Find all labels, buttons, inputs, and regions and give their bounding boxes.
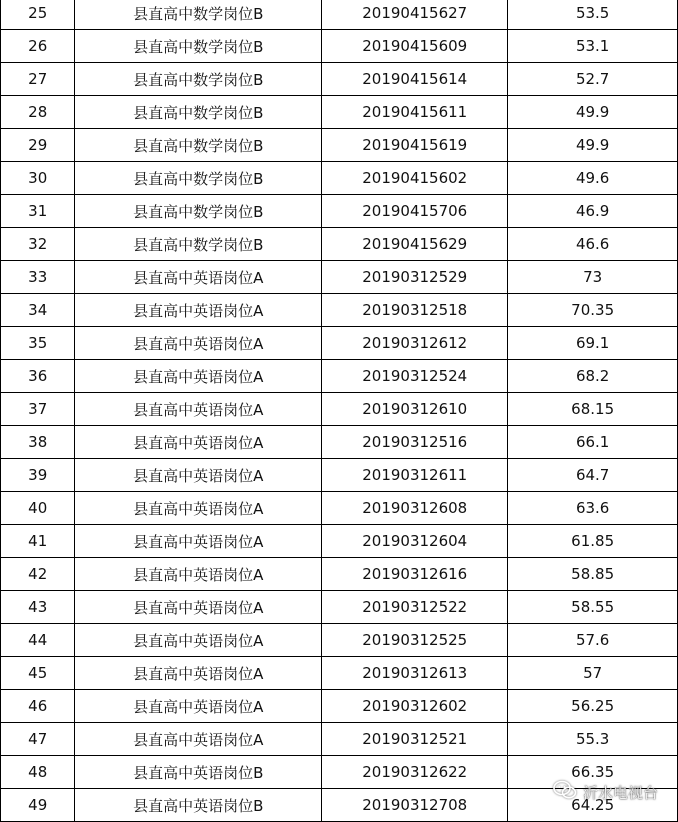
score-cell: 57 — [508, 657, 678, 690]
exam-id-cell: 20190415706 — [322, 195, 508, 228]
post-name-cell: 县直高中英语岗位A — [75, 393, 322, 426]
table-row — [1, 162, 678, 195]
post-name-cell: 县直高中数学岗位B — [75, 162, 322, 195]
exam-id-cell: 20190312524 — [322, 360, 508, 393]
score-cell: 70.35 — [508, 294, 678, 327]
post-name-cell: 县直高中数学岗位B — [75, 0, 322, 30]
exam-id-cell: 20190312616 — [322, 558, 508, 591]
post-name-cell: 县直高中英语岗位A — [75, 426, 322, 459]
row-number-cell: 43 — [1, 591, 75, 624]
table-row — [1, 30, 678, 63]
score-cell: 73 — [508, 261, 678, 294]
post-name-cell: 县直高中数学岗位B — [75, 63, 322, 96]
row-number-cell: 37 — [1, 393, 75, 426]
exam-id-cell: 20190312612 — [322, 327, 508, 360]
post-name-cell: 县直高中英语岗位A — [75, 327, 322, 360]
exam-id-cell: 20190312708 — [322, 789, 508, 822]
table-row — [1, 426, 678, 459]
post-name-cell: 县直高中英语岗位A — [75, 492, 322, 525]
exam-id-cell: 20190415611 — [322, 96, 508, 129]
table-row — [1, 492, 678, 525]
table-row — [1, 228, 678, 261]
row-number-cell: 34 — [1, 294, 75, 327]
score-cell: 46.9 — [508, 195, 678, 228]
row-number-cell: 45 — [1, 657, 75, 690]
score-cell: 53.5 — [508, 0, 678, 30]
row-number-cell: 42 — [1, 558, 75, 591]
score-cell: 46.6 — [508, 228, 678, 261]
score-cell: 68.2 — [508, 360, 678, 393]
exam-id-cell: 20190312529 — [322, 261, 508, 294]
score-cell: 64.25 — [508, 789, 678, 822]
table-row — [1, 591, 678, 624]
post-name-cell: 县直高中英语岗位A — [75, 261, 322, 294]
exam-id-cell: 20190415629 — [322, 228, 508, 261]
table-row — [1, 294, 678, 327]
score-cell: 58.85 — [508, 558, 678, 591]
table-row — [1, 129, 678, 162]
score-cell: 64.7 — [508, 459, 678, 492]
post-name-cell: 县直高中英语岗位A — [75, 690, 322, 723]
score-cell: 66.1 — [508, 426, 678, 459]
score-cell: 68.15 — [508, 393, 678, 426]
post-name-cell: 县直高中英语岗位A — [75, 723, 322, 756]
row-number-cell: 44 — [1, 624, 75, 657]
table-row — [1, 558, 678, 591]
exam-id-cell: 20190312608 — [322, 492, 508, 525]
exam-id-cell: 20190312602 — [322, 690, 508, 723]
score-cell: 56.25 — [508, 690, 678, 723]
score-cell: 57.6 — [508, 624, 678, 657]
exam-id-cell: 20190312622 — [322, 756, 508, 789]
table-row — [1, 63, 678, 96]
exam-id-cell: 20190415609 — [322, 30, 508, 63]
exam-id-cell: 20190312525 — [322, 624, 508, 657]
exam-id-cell: 20190312522 — [322, 591, 508, 624]
exam-id-cell: 20190415619 — [322, 129, 508, 162]
watermark-text: 沂水电视台 — [582, 783, 658, 802]
score-cell: 69.1 — [508, 327, 678, 360]
row-number-cell: 27 — [1, 63, 75, 96]
post-name-cell: 县直高中英语岗位A — [75, 624, 322, 657]
score-cell: 49.6 — [508, 162, 678, 195]
row-number-cell: 49 — [1, 789, 75, 822]
table-row — [1, 756, 678, 789]
score-cell: 49.9 — [508, 96, 678, 129]
exam-id-cell: 20190312613 — [322, 657, 508, 690]
exam-id-cell: 20190312611 — [322, 459, 508, 492]
row-number-cell: 38 — [1, 426, 75, 459]
score-cell: 49.9 — [508, 129, 678, 162]
row-number-cell: 29 — [1, 129, 75, 162]
table-row — [1, 657, 678, 690]
exam-id-cell: 20190415627 — [322, 0, 508, 30]
post-name-cell: 县直高中英语岗位A — [75, 459, 322, 492]
post-name-cell: 县直高中数学岗位B — [75, 96, 322, 129]
row-number-cell: 25 — [1, 0, 75, 30]
table-row — [1, 789, 678, 822]
exam-id-cell: 20190312521 — [322, 723, 508, 756]
row-number-cell: 31 — [1, 195, 75, 228]
table-row — [1, 723, 678, 756]
row-number-cell: 41 — [1, 525, 75, 558]
post-name-cell: 县直高中英语岗位A — [75, 591, 322, 624]
table-row — [1, 195, 678, 228]
post-name-cell: 县直高中英语岗位A — [75, 657, 322, 690]
row-number-cell: 26 — [1, 30, 75, 63]
row-number-cell: 48 — [1, 756, 75, 789]
row-number-cell: 36 — [1, 360, 75, 393]
score-cell: 66.35 — [508, 756, 678, 789]
exam-id-cell: 20190312610 — [322, 393, 508, 426]
post-name-cell: 县直高中英语岗位A — [75, 525, 322, 558]
row-number-cell: 30 — [1, 162, 75, 195]
table-row — [1, 327, 678, 360]
post-name-cell: 县直高中英语岗位A — [75, 294, 322, 327]
row-number-cell: 40 — [1, 492, 75, 525]
row-number-cell: 35 — [1, 327, 75, 360]
row-number-cell: 32 — [1, 228, 75, 261]
table-row — [1, 525, 678, 558]
table-row — [1, 96, 678, 129]
score-table-body — [1, 0, 678, 822]
exam-id-cell: 20190415602 — [322, 162, 508, 195]
post-name-cell: 县直高中英语岗位B — [75, 756, 322, 789]
exam-id-cell: 20190312518 — [322, 294, 508, 327]
score-cell: 53.1 — [508, 30, 678, 63]
row-number-cell: 28 — [1, 96, 75, 129]
post-name-cell: 县直高中数学岗位B — [75, 195, 322, 228]
post-name-cell: 县直高中数学岗位B — [75, 129, 322, 162]
exam-id-cell: 20190415614 — [322, 63, 508, 96]
row-number-cell: 33 — [1, 261, 75, 294]
table-row — [1, 0, 678, 30]
table-row — [1, 261, 678, 294]
post-name-cell: 县直高中英语岗位A — [75, 360, 322, 393]
score-cell: 58.55 — [508, 591, 678, 624]
post-name-cell: 县直高中英语岗位A — [75, 558, 322, 591]
exam-id-cell: 20190312516 — [322, 426, 508, 459]
score-cell: 52.7 — [508, 63, 678, 96]
score-cell: 61.85 — [508, 525, 678, 558]
row-number-cell: 47 — [1, 723, 75, 756]
score-cell: 63.6 — [508, 492, 678, 525]
table-row — [1, 360, 678, 393]
post-name-cell: 县直高中英语岗位B — [75, 789, 322, 822]
row-number-cell: 39 — [1, 459, 75, 492]
post-name-cell: 县直高中数学岗位B — [75, 228, 322, 261]
exam-id-cell: 20190312604 — [322, 525, 508, 558]
table-row — [1, 459, 678, 492]
row-number-cell: 46 — [1, 690, 75, 723]
table-row — [1, 393, 678, 426]
table-row — [1, 624, 678, 657]
score-cell: 55.3 — [508, 723, 678, 756]
post-name-cell: 县直高中数学岗位B — [75, 30, 322, 63]
table-row — [1, 690, 678, 723]
